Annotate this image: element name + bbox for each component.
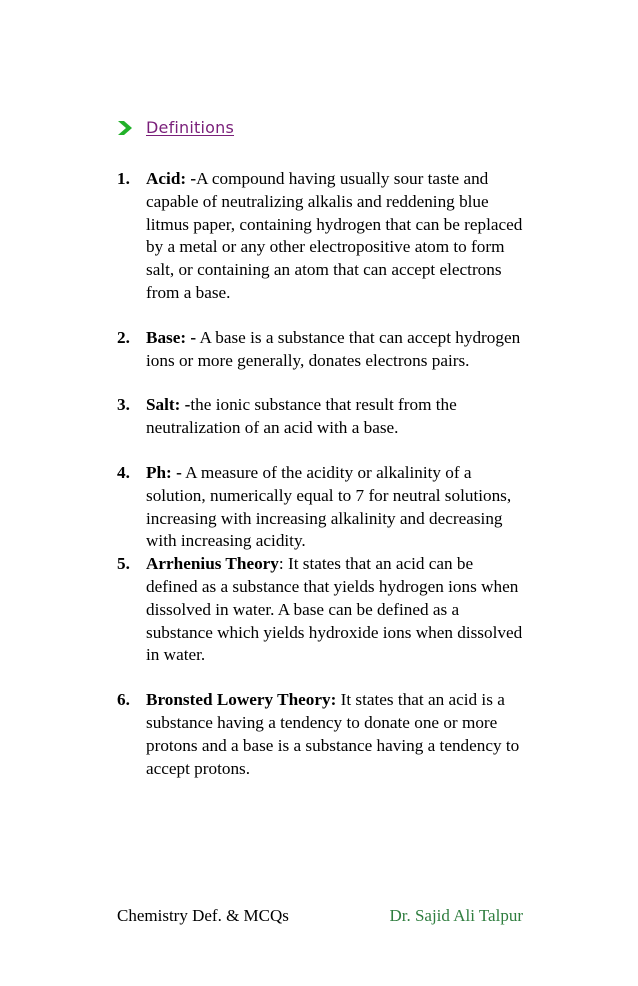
footer-title: Chemistry Def. & MCQs bbox=[117, 906, 289, 925]
definition-text: A compound having usually sour taste and capable of neutralizing alkalis and reddening blue litmus paper, containing hydrogen that can be replaced by a metal or any other electropositive atom to form salt, or containing an atom that can accept electrons from a base. bbox=[146, 169, 523, 302]
definition-term: Bronsted Lowery Theory: bbox=[146, 690, 337, 710]
definition-item-salt bbox=[117, 394, 527, 440]
definition-number: 3. bbox=[117, 395, 130, 415]
page-footer bbox=[117, 906, 523, 926]
definition-number: 1. bbox=[117, 169, 130, 188]
definition-item-acid bbox=[117, 168, 527, 305]
definition-item-base bbox=[117, 327, 527, 373]
definition-number: 5. bbox=[117, 554, 130, 574]
definition-term: Salt: - bbox=[146, 395, 191, 415]
definition-item-ph bbox=[117, 462, 527, 553]
footer-author: Dr. Sajid Ali Talpur bbox=[389, 906, 523, 925]
definition-term: Arrhenius Theory bbox=[146, 554, 279, 574]
definition-text: : It states that an acid can be defined as a substance that yields hydrogen ions when dissolved in water. A base can be defined as a substance which yields hydroxide ions when dissolved in water. bbox=[146, 554, 523, 665]
definition-text: A measure of the acidity or alkalinity of a solution, numerically equal to 7 for neutral solutions, increasing with increasing alkalinity and decreasing with increasing acidity. bbox=[146, 462, 512, 551]
definitions-list bbox=[117, 168, 527, 780]
definition-term: Acid: - bbox=[146, 169, 197, 188]
definition-number: 4. bbox=[117, 462, 130, 482]
definition-number: 2. bbox=[117, 327, 130, 347]
heading-title: Definitions bbox=[146, 118, 235, 137]
definition-term: Ph: - bbox=[146, 462, 182, 482]
definition-term: Base: - bbox=[146, 327, 197, 347]
definition-item-bronsted bbox=[117, 689, 527, 780]
definition-number: 6. bbox=[117, 690, 130, 710]
definition-text: A base is a substance that can accept hydrogen ions or more generally, donates electrons pairs. bbox=[146, 327, 521, 370]
arrow-right-icon bbox=[117, 120, 133, 136]
definition-text: the ionic substance that result from the neutralization of an acid with a base. bbox=[146, 395, 457, 438]
definition-item-arrhenius bbox=[117, 553, 527, 667]
definition-text: It states that an acid is a substance having a tendency to donate one or more protons and a base is a substance having a tendency to accept protons. bbox=[146, 690, 520, 778]
section-heading bbox=[117, 118, 234, 137]
